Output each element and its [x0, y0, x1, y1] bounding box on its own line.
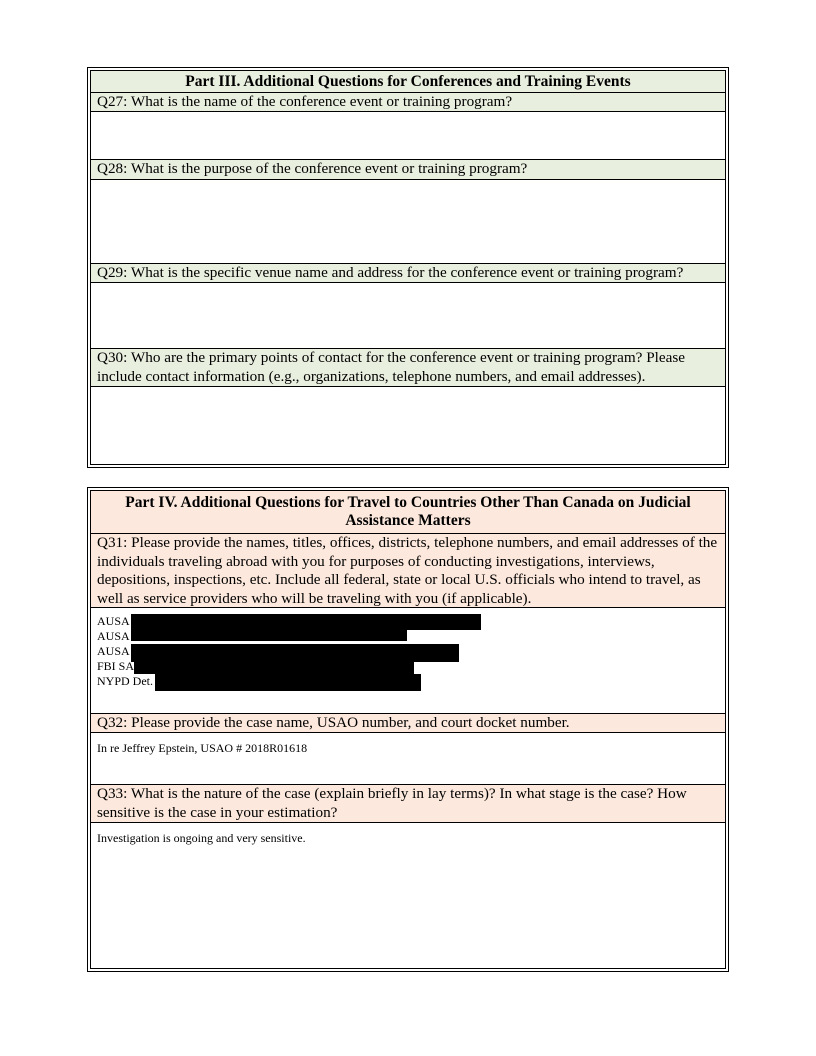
part4-header: Part IV. Additional Questions for Travel to Countries Other Than Canada on Judicial Assistance Matters	[91, 491, 725, 533]
traveler-title: AUSA	[97, 644, 130, 658]
traveler-row	[97, 614, 719, 629]
redaction-bar	[131, 629, 407, 641]
q27-answer-field[interactable]	[91, 111, 725, 159]
q29-label: Q29: What is the specific venue name and address for the conference event or training program?	[91, 263, 725, 282]
q31-label: Q31: Please provide the names, titles, offices, districts, telephone numbers, and email addresses of the individuals traveling abroad with you for purposes of conducting investigations, interviews, depositions, inspections, etc. Include all federal, state or local U.S. officials who intend to travel, as well as service providers who will be traveling with you (if applicable).	[91, 533, 725, 607]
redaction-bar	[131, 614, 481, 630]
part4-table	[87, 487, 729, 972]
traveler-title: FBI SA	[97, 659, 135, 673]
q30-answer-field[interactable]	[91, 386, 725, 463]
traveler-title: AUSA	[97, 629, 130, 643]
q30-label: Q30: Who are the primary points of contact for the conference event or training program? Please include contact information (e.g., organizations, telephone numbers, and email addresses).	[91, 348, 725, 386]
traveler-row	[97, 644, 719, 659]
traveler-row	[97, 629, 719, 644]
traveler-title: AUSA	[97, 614, 130, 628]
part3-header: Part III. Additional Questions for Conferences and Training Events	[91, 71, 725, 92]
q28-label: Q28: What is the purpose of the conference event or training program?	[91, 159, 725, 179]
q33-label: Q33: What is the nature of the case (explain briefly in lay terms)? In what stage is the case? How sensitive is the case in your estimation?	[91, 784, 725, 822]
part3-table	[87, 67, 729, 468]
q32-label: Q32: Please provide the case name, USAO number, and court docket number.	[91, 713, 725, 732]
q31-answer-field[interactable]	[91, 607, 725, 713]
redaction-bar	[134, 659, 414, 674]
q29-answer-field[interactable]	[91, 282, 725, 348]
q33-answer-field[interactable]: Investigation is ongoing and very sensitive.	[91, 822, 725, 968]
q27-label: Q27: What is the name of the conference event or training program?	[91, 92, 725, 111]
traveler-title: NYPD Det.	[97, 674, 153, 688]
traveler-row	[97, 659, 719, 674]
q28-answer-field[interactable]	[91, 179, 725, 263]
traveler-row	[97, 674, 719, 689]
q32-answer-field[interactable]: In re Jeffrey Epstein, USAO # 2018R01618	[91, 732, 725, 784]
redaction-bar	[155, 674, 421, 691]
